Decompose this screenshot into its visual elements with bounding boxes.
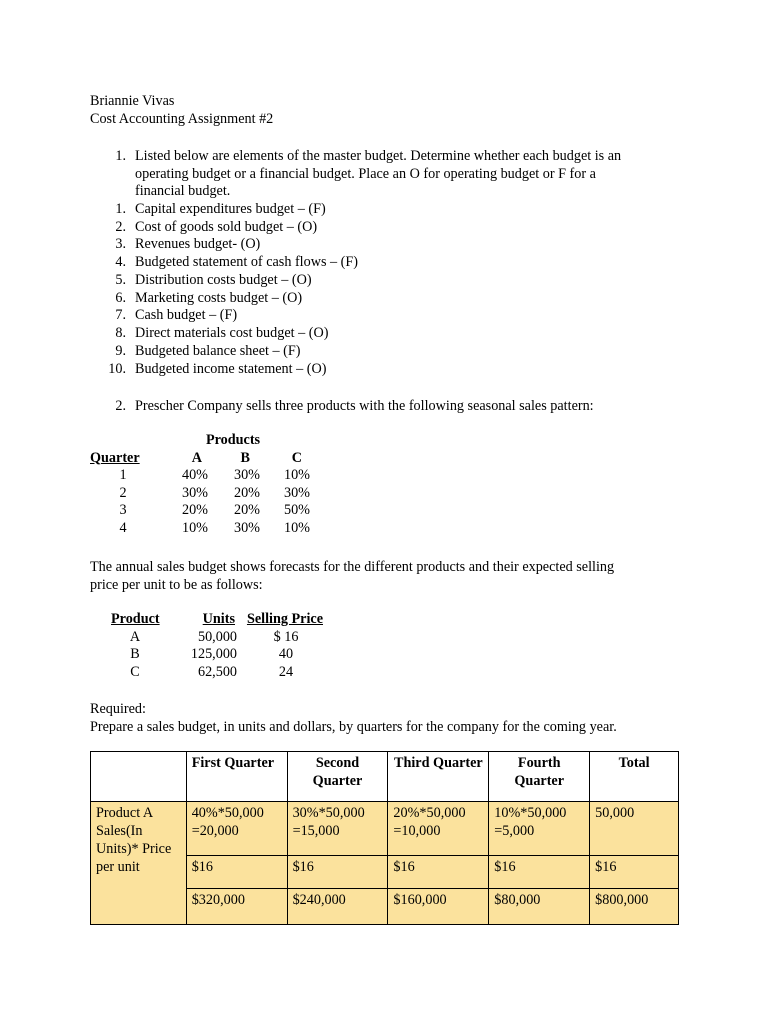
- author-name: Briannie Vivas: [90, 93, 175, 109]
- price-cell: 40: [278, 646, 294, 662]
- units-cell: 20%*50,000 =10,000: [388, 802, 489, 856]
- first-quarter-header: First Quarter: [186, 752, 287, 802]
- products-group-header: Products: [205, 432, 261, 448]
- list-item-number: 1.: [115, 201, 126, 217]
- list-item-number: 3.: [115, 236, 126, 252]
- quarter-cell: 2: [119, 484, 127, 501]
- list-item: Capital expenditures budget – (F): [135, 201, 326, 217]
- list-item: Cost of goods sold budget – (O): [135, 219, 318, 235]
- question-2-number: 2.: [115, 398, 126, 414]
- table-row: [90, 502, 310, 520]
- table-row: [111, 646, 323, 664]
- forecast-line-2: price per unit to be as follows:: [90, 577, 263, 593]
- list-item-number: 5.: [115, 272, 126, 288]
- price-cell: $16: [186, 856, 287, 889]
- row-label: Product A Sales(In Units)* Price per unit: [91, 802, 187, 925]
- quarter-cell: 1: [119, 467, 127, 483]
- list-item: Marketing costs budget – (O): [135, 290, 303, 306]
- price-cell: $ 16: [273, 628, 299, 645]
- sales-budget-table: [90, 751, 679, 925]
- table-row: [111, 664, 323, 682]
- units-cell: 62,500: [197, 663, 237, 680]
- assignment-title: Cost Accounting Assignment #2: [90, 111, 274, 127]
- product-a-cell: 20%: [181, 502, 208, 518]
- table-row: [111, 629, 323, 647]
- empty-header-cell: [91, 752, 187, 802]
- units-cell: 40%*50,000 =20,000: [186, 802, 287, 856]
- dollars-cell: $80,000: [489, 889, 590, 925]
- list-item: Budgeted statement of cash flows – (F): [135, 254, 359, 270]
- second-quarter-header: Second Quarter: [287, 752, 388, 802]
- total-header: Total: [590, 752, 679, 802]
- product-b-cell: 30%: [233, 519, 260, 536]
- list-item: Cash budget – (F): [135, 307, 238, 323]
- list-item-number: 9.: [115, 343, 126, 359]
- list-item-number: 10.: [108, 361, 126, 377]
- list-item-number: 4.: [115, 254, 126, 270]
- product-b-cell: 20%: [233, 502, 260, 518]
- quarter-header: Quarter: [90, 449, 140, 466]
- units-cell: 10%*50,000 =5,000: [489, 802, 590, 856]
- product-a-header: A: [191, 449, 202, 466]
- seasonal-sales-table: [90, 432, 310, 537]
- third-quarter-header: Third Quarter: [388, 752, 489, 802]
- units-cell: 125,000: [190, 646, 237, 662]
- price-total-cell: $16: [590, 856, 679, 889]
- question-1-line-1: Listed below are elements of the master budget. Determine whether each budget is an: [135, 148, 622, 164]
- list-item-number: 6.: [115, 290, 126, 306]
- units-header: Units: [202, 611, 235, 627]
- dollars-cell: $160,000: [388, 889, 489, 925]
- product-a-cell: 10%: [181, 519, 208, 536]
- list-item: Direct materials cost budget – (O): [135, 325, 329, 341]
- table-row: [91, 802, 679, 856]
- fourth-quarter-header: Fourth Quarter: [489, 752, 590, 802]
- table-row: [90, 485, 310, 503]
- list-item: Distribution costs budget – (O): [135, 272, 312, 288]
- product-b-cell: 20%: [233, 484, 260, 501]
- table-row: [90, 520, 310, 538]
- list-item: Budgeted balance sheet – (F): [135, 343, 301, 359]
- price-cell: $16: [388, 856, 489, 889]
- price-cell: $16: [287, 856, 388, 889]
- selling-price-table: [111, 611, 323, 681]
- product-cell: A: [129, 628, 141, 645]
- product-header: Product: [111, 611, 160, 627]
- question-1-line-3: financial budget.: [135, 183, 231, 199]
- required-text: Prepare a sales budget, in units and dollars, by quarters for the company for the coming year.: [90, 719, 617, 735]
- list-item: Revenues budget- (O): [135, 236, 261, 252]
- product-c-header: C: [291, 449, 302, 466]
- units-total-cell: 50,000: [590, 802, 679, 856]
- product-c-cell: 30%: [283, 484, 310, 501]
- quarter-cell: 4: [119, 519, 127, 536]
- product-c-cell: 10%: [283, 519, 310, 536]
- price-cell: $16: [489, 856, 590, 889]
- list-item-number: 7.: [115, 307, 126, 323]
- units-cell: 50,000: [197, 628, 237, 645]
- question-1-line-2: operating budget or a financial budget. Place an O for operating budget or F for a: [135, 166, 596, 182]
- question-1-number: 1.: [115, 148, 126, 164]
- required-label: Required:: [90, 701, 146, 717]
- dollars-cell: $240,000: [287, 889, 388, 925]
- quarter-cell: 3: [119, 502, 127, 518]
- units-cell: 30%*50,000 =15,000: [287, 802, 388, 856]
- forecast-line-1: The annual sales budget shows forecasts for the different products and their expected selling: [90, 559, 615, 575]
- product-b-header: B: [240, 449, 250, 466]
- product-a-cell: 40%: [181, 467, 208, 483]
- product-cell: B: [130, 646, 140, 662]
- list-item-number: 2.: [115, 219, 126, 235]
- product-a-cell: 30%: [181, 484, 208, 501]
- table-row: [90, 467, 310, 485]
- dollars-cell: $320,000: [186, 889, 287, 925]
- product-c-cell: 50%: [283, 502, 310, 518]
- selling-price-header: Selling Price: [246, 611, 323, 627]
- dollars-total-cell: $800,000: [590, 889, 679, 925]
- price-cell: 24: [278, 663, 294, 680]
- question-2-text: Prescher Company sells three products with the following seasonal sales pattern:: [135, 398, 594, 414]
- product-cell: C: [130, 663, 140, 680]
- product-c-cell: 10%: [283, 467, 310, 483]
- product-b-cell: 30%: [233, 467, 260, 483]
- list-item: Budgeted income statement – (O): [135, 361, 327, 377]
- list-item-number: 8.: [115, 325, 126, 341]
